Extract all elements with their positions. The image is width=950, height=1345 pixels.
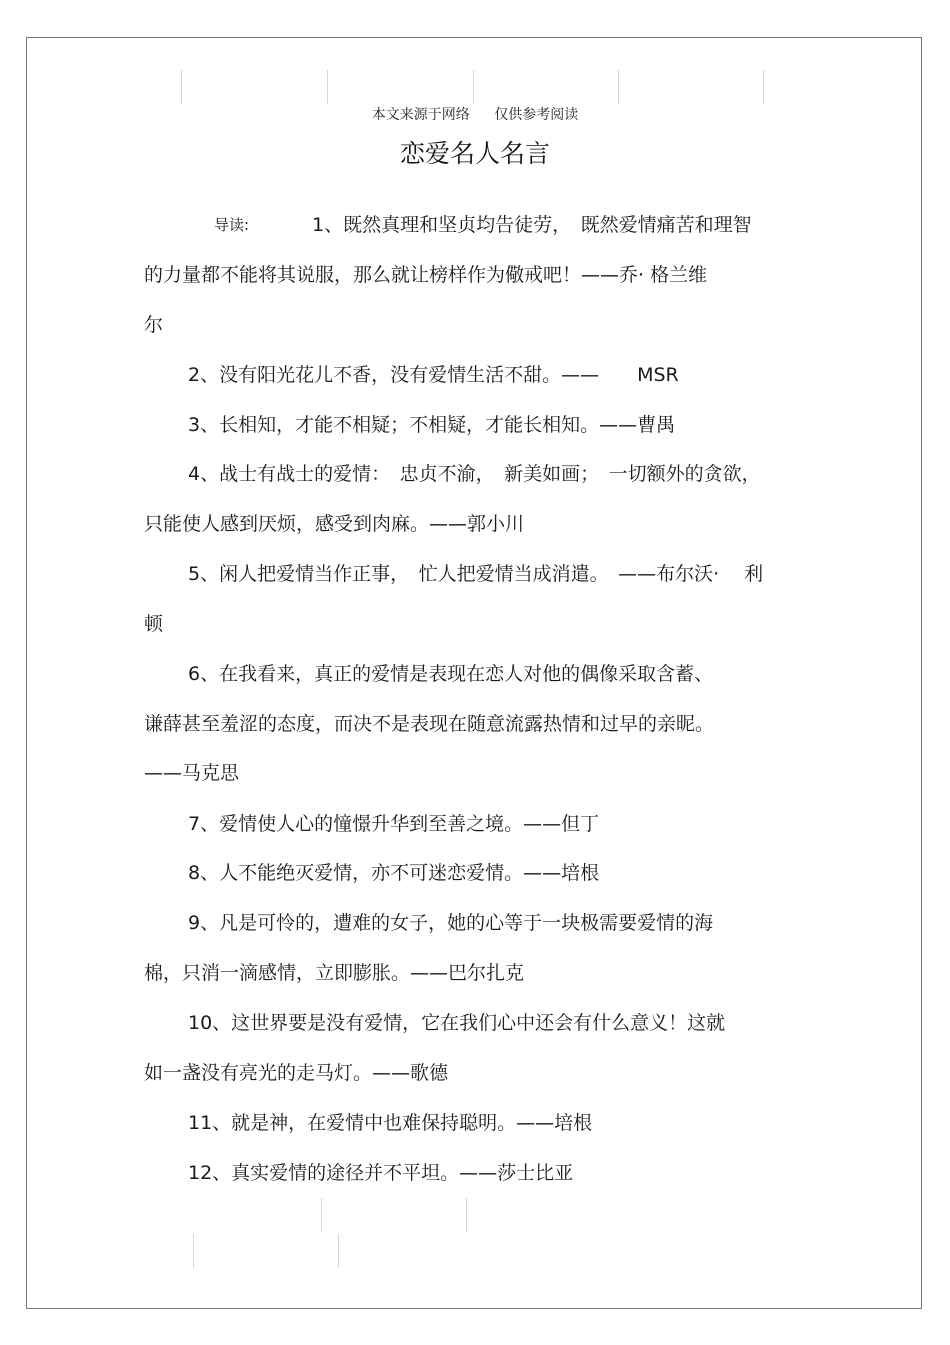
text-line: 8、人不能绝灭爱情，亦不可迷恋爱情。——培根 [188,862,600,884]
scan-line [193,1234,194,1268]
source-note: 本文来源于网络 [371,107,470,123]
text-line: 6、在我看来，真正的爱情是表现在恋人对他的偶像采取含蓄、 [188,663,714,685]
text-line: 3、长相知，才能不相疑；不相疑，才能长相知。——曹禺 [188,414,676,436]
scan-line [327,70,328,104]
header-note [0,104,950,124]
scan-line [763,70,764,104]
scan-line [618,70,619,104]
scan-line [321,1198,322,1232]
text-line: 12、真实爱情的途径并不平坦。——莎士比亚 [188,1162,574,1184]
text-line: 的力量都不能将其说服，那么就让榜样作为儆戒吧！——乔· 格兰维 [144,264,708,286]
text-line: 谦薛甚至羞涩的态度，而决不是表现在随意流露热情和过早的亲昵。 [144,713,715,735]
scan-line [181,70,182,104]
text-line: 如一盏没有亮光的走马灯。——歌德 [144,1062,449,1084]
text-line: 9、凡是可怜的，遭难的女子，她的心等于一块极需要爱情的海 [188,912,714,934]
text-line: 7、爱情使人心的憧憬升华到至善之境。——但丁 [188,813,600,835]
text-line: 顿 [144,613,164,635]
scan-line [338,1234,339,1268]
text-line: 10、这世界要是没有爱情，它在我们心中还会有什么意义！这就 [188,1012,726,1034]
reference-note: 仅供参考阅读 [494,107,579,123]
text-line: 11、就是神，在爱情中也难保持聪明。——培根 [188,1112,593,1134]
page-title: 恋爱名人名言 [399,139,550,168]
intro-label: 导读: [214,216,250,234]
text-line: 5、闲人把爱情当作正事， 忙人把爱情当成消遣。 ——布尔沃· 利 [188,563,764,585]
text-line: 2、没有阳光花儿不香，没有爱情生活不甜。—— MSR [188,364,679,386]
scan-line [466,1198,467,1232]
text-line: ——马克思 [144,762,240,784]
text-line: 尔 [144,314,164,336]
scan-line [473,70,474,104]
text-line: 4、战士有战士的爱情： 忠贞不渝， 新美如画； 一切额外的贪欲， [188,463,761,485]
text-line: 只能使人感到厌烦，感受到肉麻。——郭小川 [144,513,525,535]
text-line: 1、既然真理和坚贞均告徒劳， 既然爱情痛苦和理智 [312,214,752,236]
text-line: 棉，只消一滴感情，立即膨胀。——巴尔扎克 [144,962,525,984]
